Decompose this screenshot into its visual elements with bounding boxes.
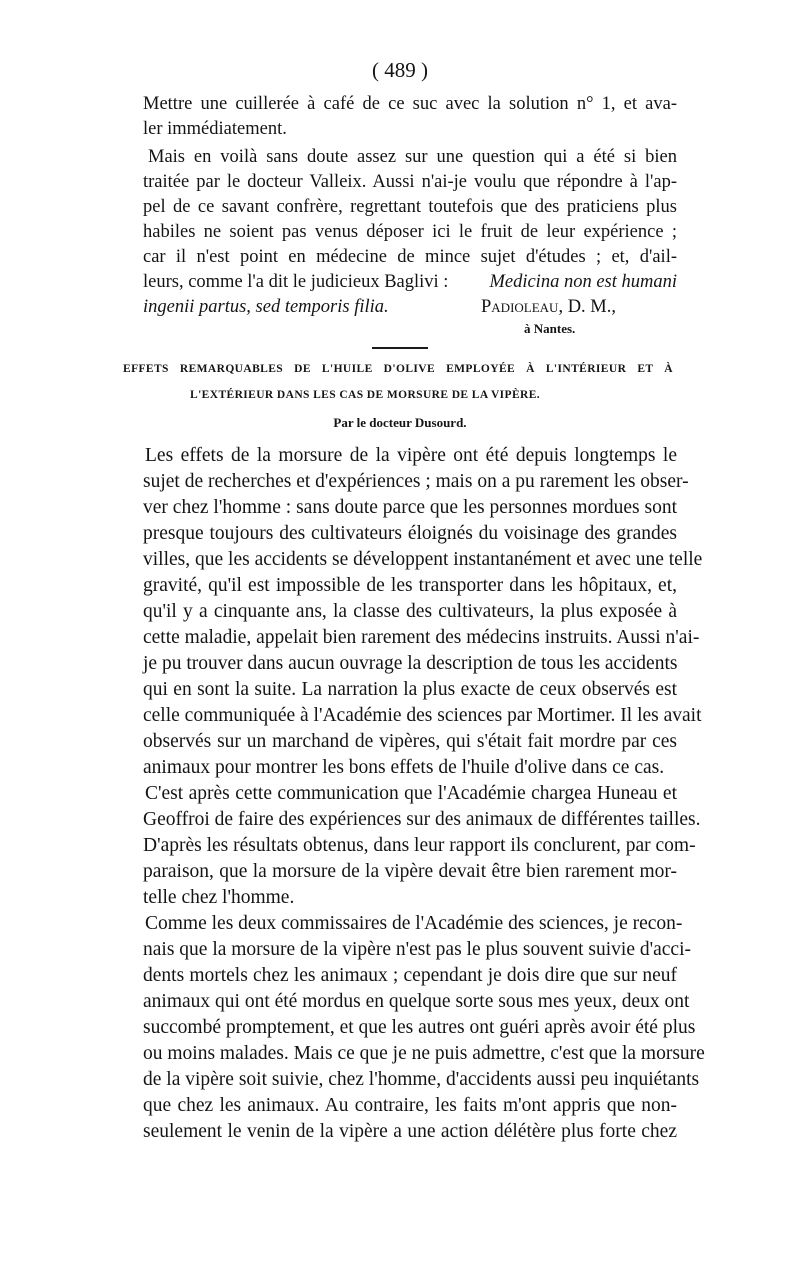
text-line: Comme les deux commissaires de l'Académie des sciences, je recon- xyxy=(145,913,683,934)
text-line: celle communiquée à l'Académie des sciences par Mortimer. Il les avait xyxy=(143,705,702,726)
text-line: nais que la morsure de la vipère n'est pas le plus souvent suivie d'acci- xyxy=(143,939,691,960)
text-line: animaux qui ont été mordus en quelque sorte sous mes yeux, deux ont xyxy=(143,991,690,1012)
text-line: Geoffroi de faire des expériences sur des animaux de différentes tailles. xyxy=(143,809,701,830)
text-line: ver chez l'homme : sans doute parce que les personnes mordues sont xyxy=(143,497,677,518)
text-segment: leurs, comme l'a dit le judicieux Baglivi : xyxy=(143,272,449,292)
text-line: traitée par le docteur Valleix. Aussi n'ai-je voulu que répondre à l'ap- xyxy=(143,172,677,192)
text-line: gravité, qu'il est impossible de les transporter dans les hôpitaux, et, xyxy=(143,575,677,596)
text-line: de la vipère soit suivie, chez l'homme, d'accidents aussi peu inquiétants xyxy=(143,1069,700,1090)
article-title: L'EXTÉRIEUR DANS LES CAS DE MORSURE DE LA VIPÈRE. xyxy=(190,389,541,401)
text-line: que chez les animaux. Au contraire, les faits m'ont appris que non- xyxy=(143,1095,677,1116)
text-line: succombé promptement, et que les autres ont guéri après avoir été plus xyxy=(143,1017,696,1038)
text-line: cette maladie, appelait bien rarement des médecins instruits. Aussi n'ai- xyxy=(143,627,700,648)
section-divider xyxy=(372,347,428,349)
text-line: pel de ce savant confrère, regrettant toutefois que des praticiens plus xyxy=(143,197,677,217)
text-line: qui en sont la suite. La narration la plus exacte de ceux observés est xyxy=(143,679,677,700)
text-line: observés sur un marchand de vipères, qui s'était fait mordre par ces xyxy=(143,731,677,752)
author-place: à Nantes. xyxy=(524,321,576,336)
article-byline: Par le docteur Dusourd. xyxy=(333,415,467,430)
text-line: Mais en voilà sans doute assez sur une question qui a été si bien xyxy=(148,147,677,167)
latin-quote: Medicina non est humani xyxy=(489,272,677,292)
text-line: Les effets de la morsure de la vipère ont été depuis longtemps le xyxy=(145,445,677,466)
text-line: C'est après cette communication que l'Académie chargea Huneau et xyxy=(145,783,677,804)
text-line: seulement le venin de la vipère a une action délétère plus forte chez xyxy=(143,1121,677,1142)
text-line: presque toujours des cultivateurs éloignés du voisinage des grandes xyxy=(143,523,677,544)
text-line: ou moins malades. Mais ce que je ne puis admettre, c'est que la morsure xyxy=(143,1043,705,1064)
text-line: habiles ne soient pas venus déposer ici le fruit de leur expérience ; xyxy=(143,222,677,242)
text-line: D'après les résultats obtenus, dans leur rapport ils conclurent, par com- xyxy=(143,835,696,856)
text-line xyxy=(143,273,677,292)
text-line: je pu trouver dans aucun ouvrage la description de tous les accidents xyxy=(143,653,678,674)
text-line: telle chez l'homme. xyxy=(143,887,295,908)
page-number: ( 489 ) xyxy=(372,58,428,82)
text-line: paraison, que la morsure de la vipère devait être bien rarement mor- xyxy=(143,861,677,882)
text-line: Mettre une cuillerée à café de ce suc avec la solution n° 1, et ava- xyxy=(143,94,677,114)
article-title: EFFETS REMARQUABLES DE L'HUILE D'OLIVE EMPLOYÉE À L'INTÉRIEUR ET À xyxy=(123,363,673,375)
text-line: car il n'est point en médecine de mince sujet d'études ; et, d'ail- xyxy=(143,247,677,267)
text-line: qu'il y a cinquante ans, la classe des cultivateurs, la plus exposée à xyxy=(143,601,677,622)
text-line: dents mortels chez les animaux ; cependant je dois dire que sur neuf xyxy=(143,965,677,986)
text-line: animaux pour montrer les bons effets de l'huile d'olive dans ce cas. xyxy=(143,757,665,778)
latin-quote: ingenii partus, sed temporis filia. xyxy=(143,297,389,317)
text-line: sujet de recherches et d'expériences ; mais on a pu rarement les obser- xyxy=(143,471,689,492)
text-line: ler immédiatement. xyxy=(143,119,287,139)
text-line: villes, que les accidents se développent instantanément et avec une telle xyxy=(143,549,703,570)
author-signature: Padioleau, D. M., xyxy=(481,297,617,317)
